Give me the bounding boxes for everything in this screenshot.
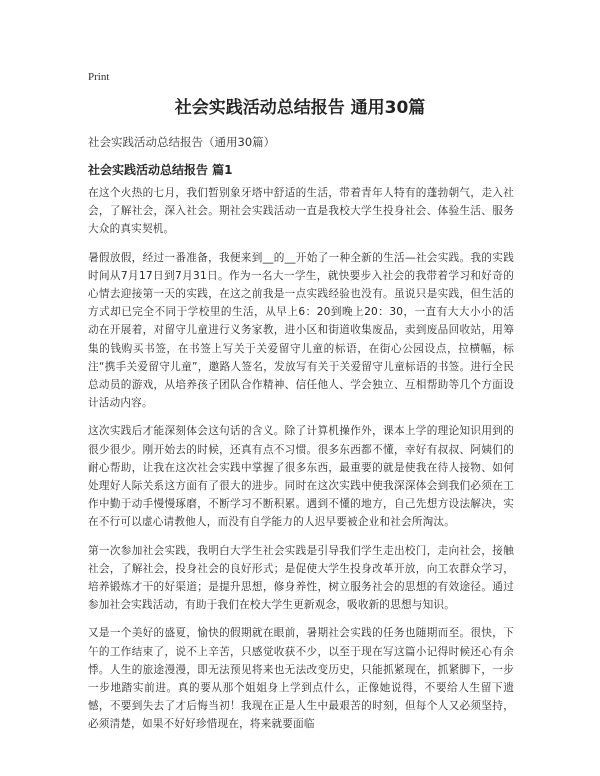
paragraph-4: 第一次参加社会实践，我明白大学生社会实践是引导我们学生走出校门，走向社会，接触社会，了解社会，投身社会的良好形式；是促使大学生投身改革开放，向工农群众学习，培养锻炼才干的好渠道；是提升思想，修身养性，树立服务社会的思想的有效途径。通过参加社会实践活动，有助于我们在校大学生更新观念，吸收新的思想与知识。 bbox=[88, 544, 514, 612]
body-text bbox=[88, 184, 514, 744]
paragraph-5: 又是一个美好的盛夏，愉快的假期就在眼前，暑期社会实践的任务也随期而至。很快，下午的工作结束了，说不上辛苦，只感觉收获不少，以至于现在写这篇小记得时候还心有余悸。人生的旅途漫漫，即无法预见将来也无法改变历史，只能抓紧现在，抓紧脚下，一步一步地踏实前进。真的要从那个姐姐身上学到点什么，正像她说得，不要给人生留下遗憾，不要到失去了才后悔当初！我现在正是人生中最艰苦的时刻，但每个人又必须坚持，必须清楚，如果不好好珍惜现在，将来就要面临 bbox=[88, 627, 514, 731]
paragraph-2: 暑假放假，经过一番准备，我便来到__的__开始了一种全新的生活—社会实践。我的实践时间从7月17日到7月31日。作为一名大一学生，就快要步入社会的我带着学习和好奇的心情去迎接第一天的实践，在这之前我是一点实践经验也没有。虽说只是实践，但生活的方式却已完全不同于学校里的生活，从早上6：20到晚上20：30，一直有大大小小的活动在开展着，对留守儿童进行义务家教，进小区和街道收集废品，卖到废品回收站，用筹集的钱购买书签，在书签上写关于关爱留守儿童的标语，在街心公园设点，拉横幅，标注“携手关爱留守儿童”，邀路人签名，发放写有关于关爱留守儿童标语的书签。进行全民总动员的游戏，从培养孩子团队合作精神、信任他人、学会独立、互相帮助等几个方面设计活动内容。 bbox=[88, 251, 514, 410]
paragraph-3: 这次实践后才能深刻体会这句话的含义。除了计算机操作外，课本上学的理论知识用到的很少很少。刚开始去的时候，还真有点不习惯。很多东西都不懂，幸好有叔叔、阿姨们的耐心帮助，让我在这次社会实践中掌握了很多东西，最重要的就是使我在待人接物、如何处理好人际关系这方面有了很大的进步。同时在这次实践中使我深深体会到我们必须在工作中勤于动手慢慢琢磨，不断学习不断积累。遇到不懂的地方，自己先想方设法解决，实在不行可以虚心请教他人，而没有自学能力的人迟早要被企业和社会所淘汰。 bbox=[88, 425, 514, 529]
document-title: 社会实践活动总结报告 通用30篇 bbox=[174, 98, 426, 118]
print-link[interactable]: Print bbox=[88, 71, 110, 83]
section-heading: 社会实践活动总结报告 篇1 bbox=[88, 163, 233, 177]
paragraph-1: 在这个火热的七月，我们暂别象牙塔中舒适的生活，带着青年人特有的蓬勃朝气，走入社会，了解社会，深入社会。期社会实践活动一直是我校大学生投身社会、体验生活、服务大众的真实契机。 bbox=[88, 187, 514, 236]
document-subtitle: 社会实践活动总结报告（通用30篇） bbox=[88, 135, 276, 149]
